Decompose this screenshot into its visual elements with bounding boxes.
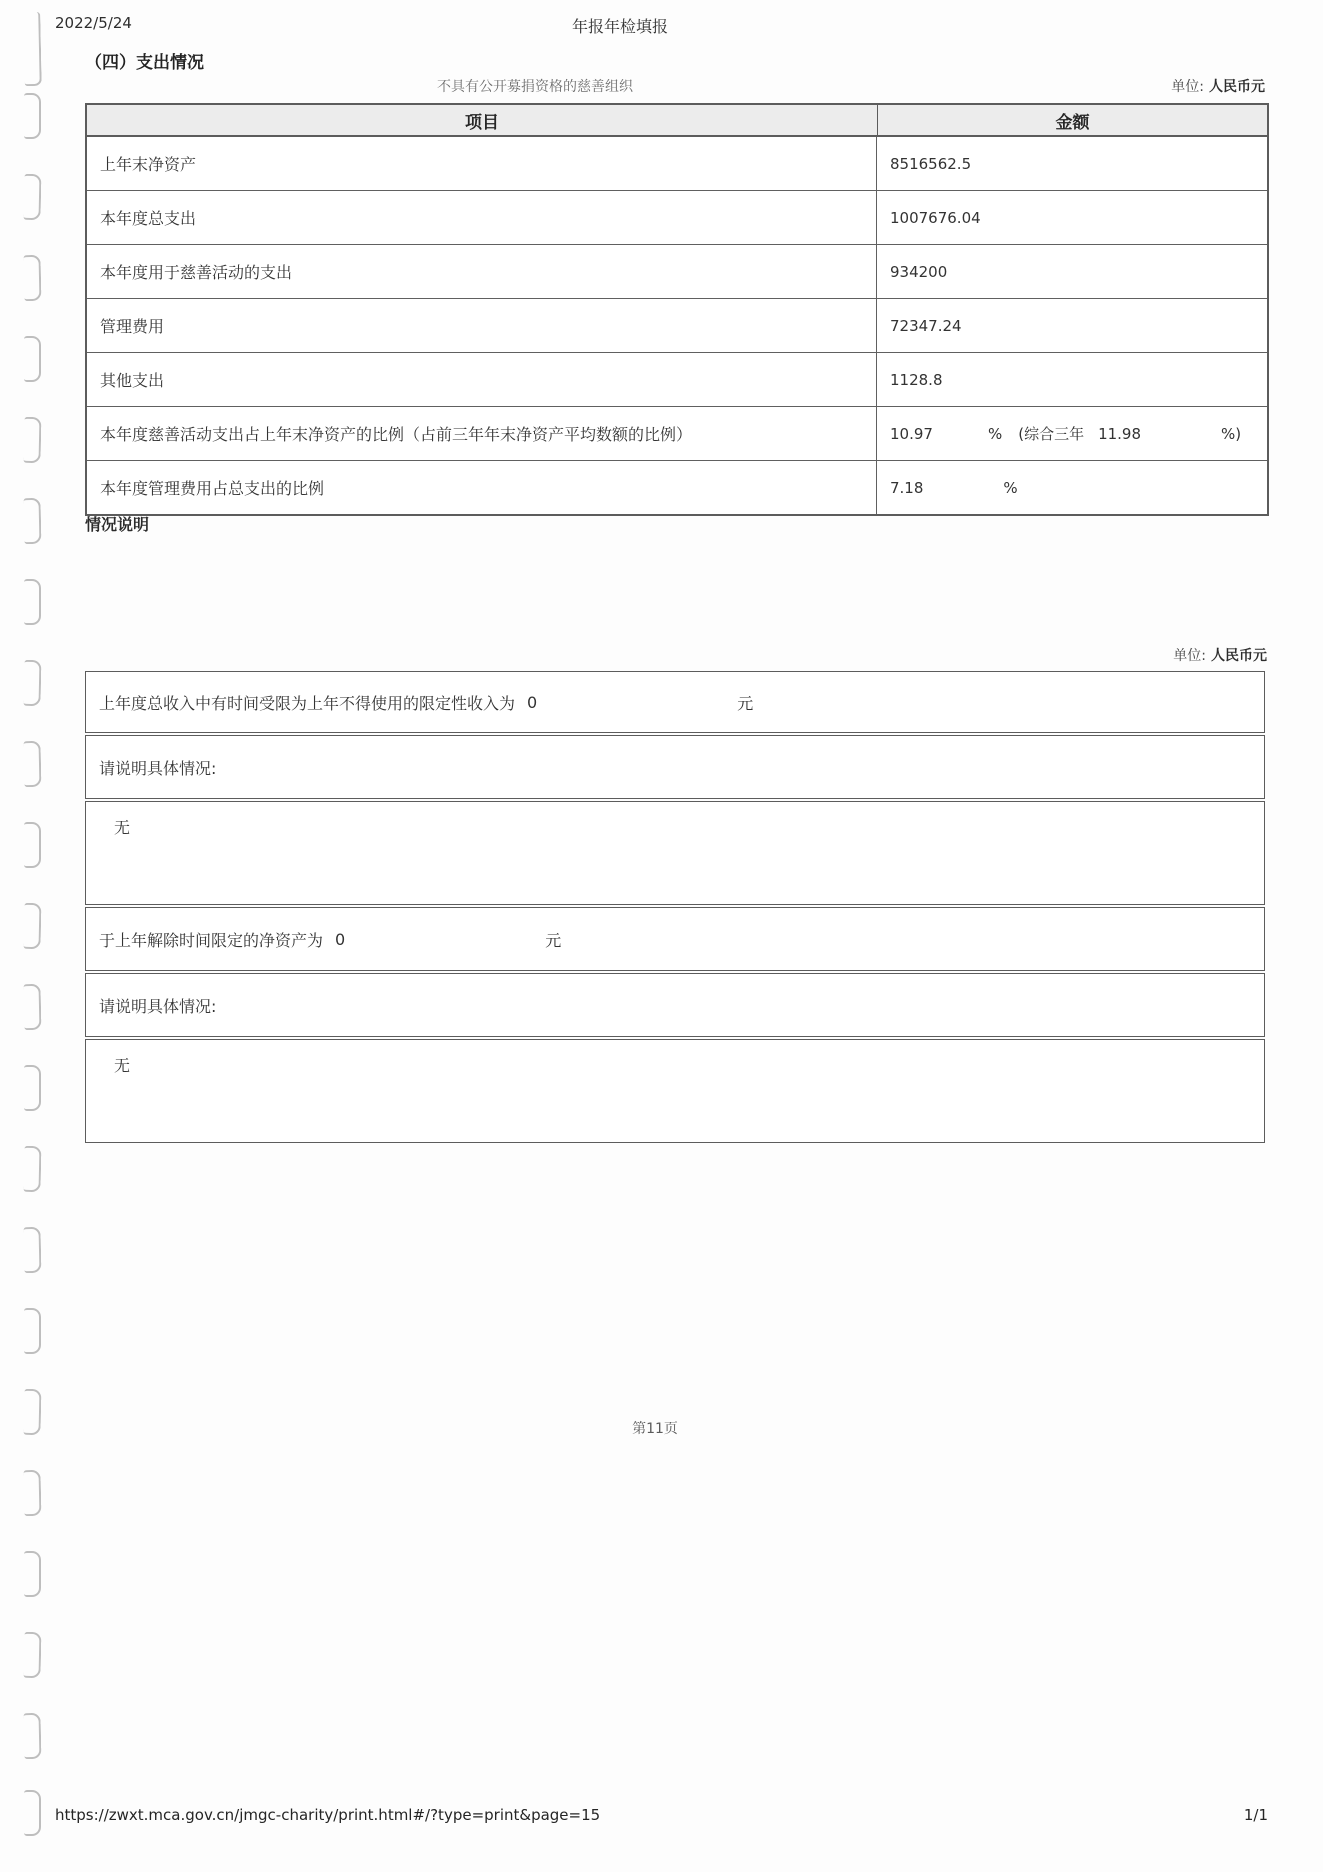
row-item-label: 本年度慈善活动支出占上年末净资产的比例（占前三年年末净资产平均数额的比例）	[87, 407, 877, 460]
document-title: 年报年检填报	[571, 17, 668, 36]
restricted-income-row	[85, 671, 1265, 733]
row-amount-value: 72347.24	[890, 316, 962, 335]
binder-hole-mark	[24, 822, 41, 868]
table-caption-row	[85, 76, 1267, 100]
binder-hole-mark	[24, 1065, 41, 1111]
footer-page-indicator: 1/1	[1243, 1806, 1268, 1824]
released-assets-row	[85, 907, 1265, 971]
binder-hole-mark	[24, 1227, 42, 1273]
restricted-income-value: 0	[527, 692, 538, 712]
detail-prompt: 请说明具体情况:	[99, 758, 217, 778]
ratio-value: 7.18	[890, 478, 924, 497]
restricted-income-label: 上年度总收入中有时间受限为上年不得使用的限定性收入为	[99, 693, 516, 713]
row-amount-value: 8516562.5	[890, 154, 972, 173]
row-item-label: 本年度管理费用占总支出的比例	[87, 461, 877, 514]
percent-sign: %	[1003, 478, 1018, 497]
row-item-label: 本年度用于慈善活动的支出	[87, 245, 877, 298]
binder-hole-mark	[24, 984, 42, 1030]
currency-suffix: 元	[545, 930, 562, 950]
binder-hole-mark	[24, 660, 42, 706]
detail-answer-box	[85, 801, 1265, 905]
released-assets-label: 于上年解除时间限定的净资产为	[99, 930, 324, 950]
binder-hole-mark	[24, 1470, 42, 1516]
table-row	[87, 299, 1267, 353]
binder-hole-mark	[24, 255, 42, 301]
percent-close-sign: %)	[1221, 424, 1242, 443]
table-row	[87, 407, 1267, 461]
binder-hole-mark	[24, 741, 42, 787]
row-amount-value: 934200	[890, 262, 948, 281]
binder-hole-mark	[24, 1713, 42, 1759]
table-row	[87, 353, 1267, 407]
detail-prompt-row	[85, 973, 1265, 1037]
row-amount-value: 1128.8	[890, 370, 943, 389]
unit-indicator	[1171, 76, 1265, 96]
notes-boxes	[85, 671, 1265, 1145]
unit-label: 单位:	[1173, 648, 1206, 664]
detail-answer: 无	[114, 1056, 131, 1075]
table-row	[87, 461, 1267, 514]
binder-hole-mark	[24, 1790, 41, 1836]
binder-hole-mark	[24, 1632, 42, 1678]
row-amount-composite	[877, 407, 1267, 460]
table-row	[87, 191, 1267, 245]
row-item-label: 其他支出	[87, 353, 877, 406]
binder-hole-mark	[24, 174, 42, 220]
binder-hole-mark	[24, 1308, 41, 1354]
binder-hole-mark	[24, 417, 42, 463]
unit-value: 人民币元	[1209, 79, 1265, 95]
footer-url: https://zwxt.mca.gov.cn/jmgc-charity/print.html#/?type=print&page=15	[55, 1806, 601, 1824]
binder-hole-mark	[24, 498, 42, 544]
row-item-label: 上年末净资产	[87, 137, 877, 190]
unit-indicator	[85, 645, 1267, 665]
three-year-value: 11.98	[1098, 424, 1142, 443]
binder-hole-mark	[24, 1389, 42, 1435]
binder-hole-mark	[24, 1551, 41, 1597]
page-number: 第11页	[632, 1421, 678, 1437]
unit-value: 人民币元	[1211, 648, 1267, 664]
binder-hole-mark	[24, 93, 41, 139]
binder-hole-mark	[24, 1146, 42, 1192]
three-year-label: (综合三年	[1018, 425, 1085, 443]
row-item-label: 本年度总支出	[87, 191, 877, 244]
detail-answer-box	[85, 1039, 1265, 1143]
column-header-amount: 金额	[1055, 112, 1090, 133]
section-title: （四）支出情况	[85, 53, 204, 73]
percent-sign: %	[987, 424, 1003, 443]
table-caption: 不具有公开募捐资格的慈善组织	[437, 79, 633, 95]
binder-hole-mark	[24, 579, 41, 625]
column-header-item: 项目	[87, 105, 878, 135]
row-amount-composite	[877, 461, 1267, 514]
currency-suffix: 元	[737, 693, 754, 713]
print-date: 2022/5/24	[55, 14, 132, 32]
expense-table-header	[87, 105, 1267, 137]
detail-prompt: 请说明具体情况:	[99, 996, 217, 1016]
row-amount-value: 1007676.04	[890, 208, 981, 227]
table-row	[87, 245, 1267, 299]
binder-hole-mark	[24, 903, 42, 949]
table-row	[87, 137, 1267, 191]
row-item-label: 管理费用	[87, 299, 877, 352]
binder-hole-mark	[24, 336, 41, 382]
detail-answer: 无	[114, 818, 131, 837]
detail-prompt-row	[85, 735, 1265, 799]
ratio-value: 10.97	[890, 424, 933, 443]
notes-section-heading: 情况说明	[85, 515, 150, 534]
released-assets-value: 0	[335, 929, 346, 949]
unit-label: 单位:	[1171, 79, 1204, 95]
expense-table	[85, 103, 1269, 516]
